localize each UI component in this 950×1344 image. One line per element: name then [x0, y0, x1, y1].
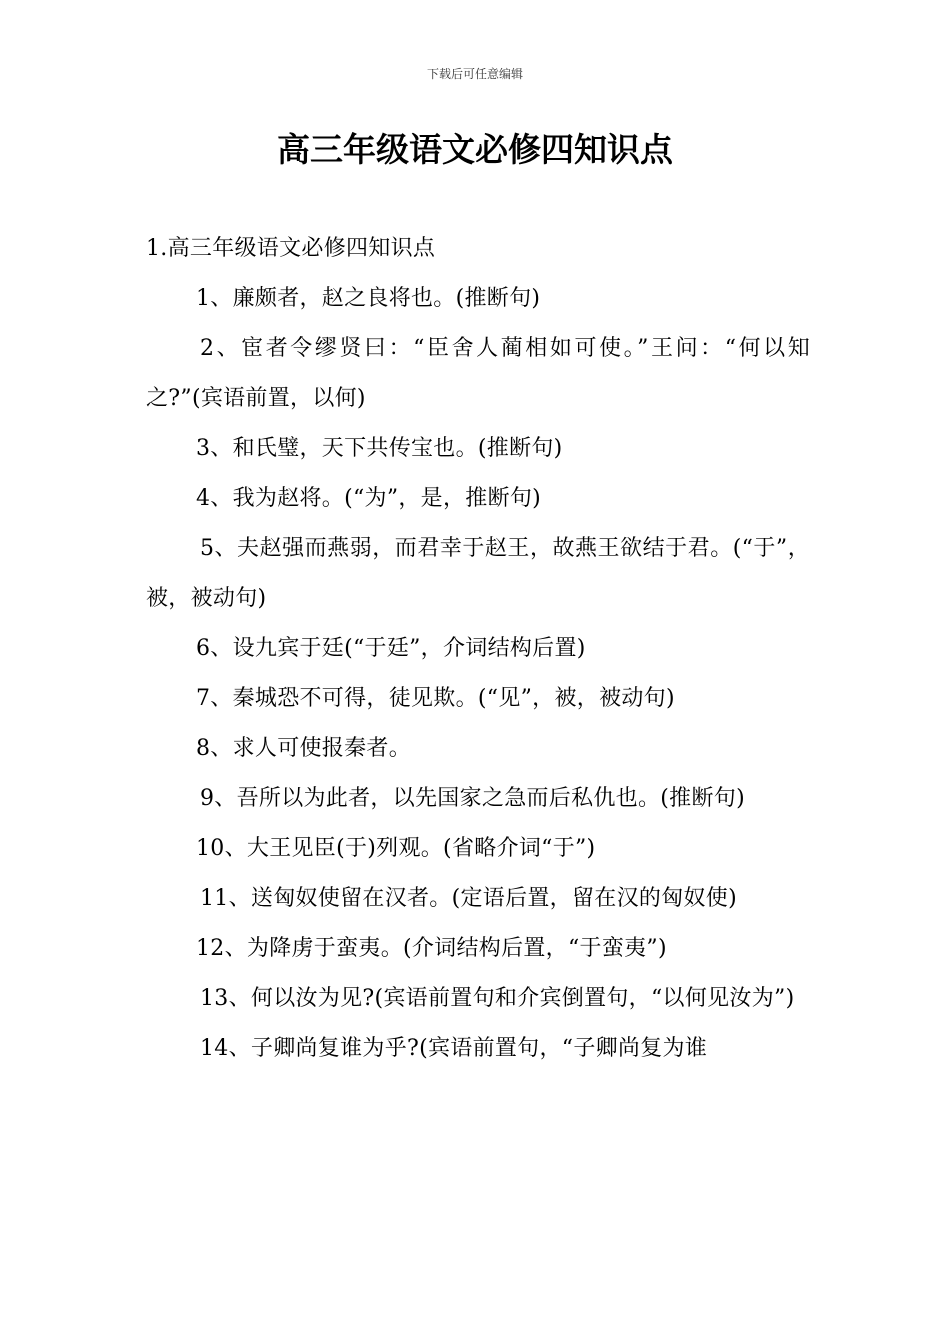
- list-item: 11、送匈奴使留在汉者。(定语后置，留在汉的匈奴使): [200, 886, 737, 911]
- document-body: [146, 224, 810, 1074]
- header-note: 下载后可任意编辑: [426, 67, 523, 81]
- list-item: 10、大王见臣(于)列观。(省略介词“于”): [196, 836, 596, 861]
- list-item: 6、设九宾于廷(“于廷”，介词结构后置): [196, 636, 586, 661]
- document-title: 高三年级语文必修四知识点: [277, 130, 673, 169]
- list-item: 8、求人可使报秦者。: [196, 736, 411, 761]
- list-item: 2、宦者令缪贤曰：“臣舍人蔺相如可使。”王问：“何以知之?”(宾语前置，以何): [146, 336, 810, 411]
- list-item: 7、秦城恐不可得，徒见欺。(“见”，被，被动句): [196, 686, 675, 711]
- list-item: 5、夫赵强而燕弱，而君幸于赵王，故燕王欲结于君。(“于”，被，被动句): [146, 536, 810, 611]
- list-item: 13、何以汝为见?(宾语前置句和介宾倒置句，“以何见汝为”): [200, 986, 795, 1011]
- section-heading: 1.高三年级语文必修四知识点: [146, 236, 436, 261]
- list-item: 12、为降虏于蛮夷。(介词结构后置，“于蛮夷”): [196, 936, 667, 961]
- list-item: 1、廉颇者，赵之良将也。(推断句): [196, 286, 541, 311]
- list-item: 3、和氏璧，天下共传宝也。(推断句): [196, 436, 563, 461]
- list-item: 4、我为赵将。(“为”，是，推断句): [196, 486, 542, 511]
- list-item: 9、吾所以为此者，以先国家之急而后私仇也。(推断句): [200, 786, 745, 811]
- list-item: 14、子卿尚复谁为乎?(宾语前置句，“子卿尚复为谁: [200, 1036, 708, 1061]
